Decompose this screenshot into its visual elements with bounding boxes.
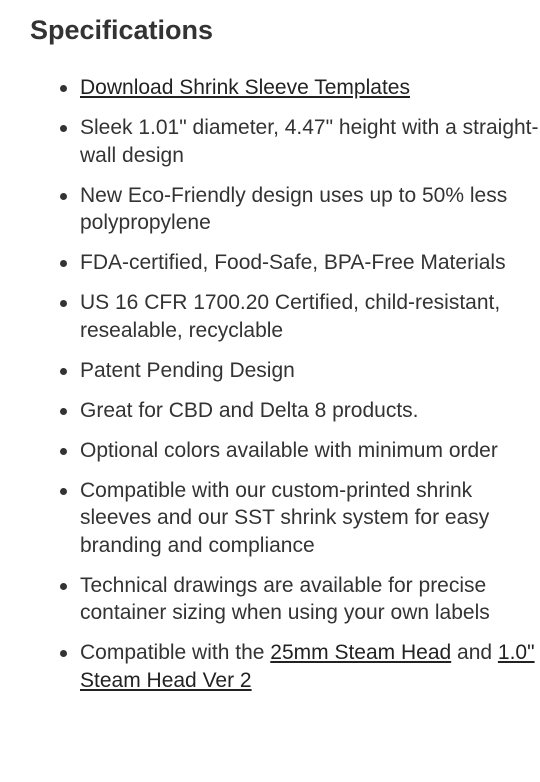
bullet-icon bbox=[60, 650, 67, 657]
list-item-text: Patent Pending Design bbox=[80, 358, 295, 382]
bullet-icon bbox=[60, 85, 67, 92]
list-item bbox=[30, 639, 540, 694]
list-item-text: Compatible with our custom-printed shrink sleeves and our SST shrink system for easy branding and compliance bbox=[80, 478, 490, 557]
list-item bbox=[30, 397, 540, 425]
list-item-text: Optional colors available with minimum order bbox=[80, 438, 498, 462]
steam-head-25mm-link[interactable]: 25mm Steam Head bbox=[270, 641, 452, 664]
list-item bbox=[30, 357, 540, 385]
bullet-icon bbox=[60, 583, 67, 590]
list-item bbox=[30, 114, 540, 169]
list-item-text: New Eco-Friendly design uses up to 50% less polypropylene bbox=[80, 183, 508, 234]
list-item bbox=[30, 182, 540, 237]
specifications-list bbox=[30, 74, 540, 694]
bullet-icon bbox=[60, 368, 67, 375]
list-item bbox=[30, 477, 540, 560]
list-item-text: Sleek 1.01" diameter, 4.47" height with a straight-wall design bbox=[80, 116, 539, 167]
list-item-text: Technical drawings are available for precise container sizing when using your own labels bbox=[80, 573, 490, 624]
bullet-icon bbox=[60, 193, 67, 200]
list-item-text: Great for CBD and Delta 8 products. bbox=[80, 398, 419, 422]
bullet-icon bbox=[60, 300, 67, 307]
section-title: Specifications bbox=[30, 15, 214, 45]
bullet-icon bbox=[60, 260, 67, 267]
steam-head-ver2-link[interactable]: 1.0" Steam Head Ver 2 bbox=[80, 641, 535, 692]
download-templates-link[interactable]: Download Shrink Sleeve Templates bbox=[80, 76, 410, 99]
list-item-text-prefix: Compatible with the bbox=[80, 641, 271, 664]
list-item-text: US 16 CFR 1700.20 Certified, child-resistant, resealable, recyclable bbox=[80, 291, 501, 342]
list-item bbox=[30, 437, 540, 465]
bullet-icon bbox=[60, 125, 67, 132]
list-item bbox=[30, 572, 540, 627]
list-item-text-middle: and bbox=[451, 641, 498, 664]
list-item bbox=[30, 289, 540, 344]
list-item bbox=[30, 74, 540, 102]
bullet-icon bbox=[60, 408, 67, 415]
bullet-icon bbox=[60, 448, 67, 455]
list-item bbox=[30, 249, 540, 277]
list-item-text: FDA-certified, Food-Safe, BPA-Free Materials bbox=[80, 251, 506, 274]
bullet-icon bbox=[60, 488, 67, 495]
